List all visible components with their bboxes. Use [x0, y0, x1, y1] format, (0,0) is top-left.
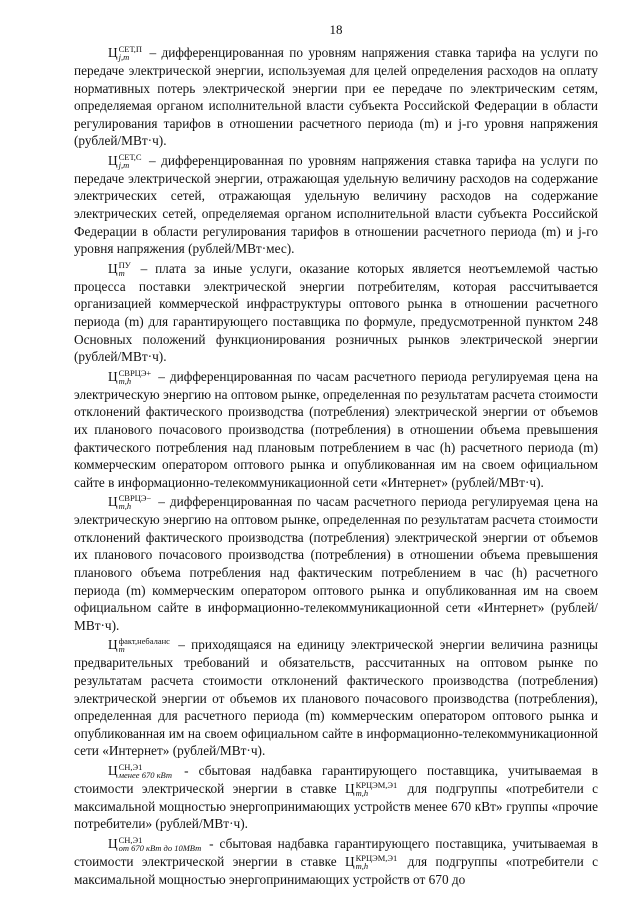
symbol-superscript: факт,небаланс — [118, 636, 170, 647]
document-body — [74, 44, 598, 889]
symbol-superscript: СЕТ,С — [118, 151, 142, 162]
definition-paragraph — [74, 152, 598, 258]
symbol-superscript: СЕТ,П — [118, 43, 143, 54]
definition-text: – плата за иные услуги, оказание которых является неотъемлемой частью процесса поставки электрической энергии потребителям, которая рассчитывается организацией коммерческой инфраструктуры оптового рынка в отношении расчетного периода (m) для гарантирующего поставщика по формуле, предусмотренной пунктом 248 Основных положений функционирования розничных рынков электрической энергии (рублей/МВт·ч). — [74, 260, 598, 365]
symbol-letter: Ц — [108, 762, 118, 778]
symbol-indices — [119, 261, 131, 277]
definition-paragraph — [74, 636, 598, 760]
definition-paragraph — [74, 835, 598, 889]
symbol-indices — [119, 369, 152, 385]
symbol-subscript: j,m — [118, 51, 130, 62]
definition-text: – дифференцированная по часам расчетного периода регулируемая цена на электрическую энергию на оптовом рынке, определенная по результатам расчета стоимости отклонений фактического производства (потребления) электрической энергии от объемов их планового почасового производства (потребления) в отношении объема превышения фактического потребления над плановым потреблением в час (h) расчетного периода (m) коммерческим оператором оптового рынка и опубликованная им на своем официальном сайте в информационно-телекоммуникационной сети «Интернет» (рублей/МВт·ч). — [74, 368, 598, 490]
symbol-subscript: m,h — [355, 787, 369, 798]
symbol-letter: Ц — [108, 45, 118, 60]
symbol-indices — [119, 637, 170, 653]
symbol-superscript: СВРЦЭ+ — [118, 367, 152, 378]
definition-paragraph — [74, 368, 598, 492]
tariff-symbol — [108, 153, 144, 168]
definition-paragraph — [74, 260, 598, 366]
symbol-indices — [356, 854, 398, 870]
definition-text: для подгруппы «потребители с максимальной мощностью энергопринимающих устройств менее 670 кВт» группы «прочие потребители» (рублей/МВт·ч). — [74, 780, 598, 832]
definition-text: – дифференцированная по уровням напряжения ставка тарифа на услуги по передаче электрической энергии, используемая для целей определения расходов на оплату нормативных потерь электрической энергии при ее передаче по электрическим сетям, определяемая органом исполнительной власти субъекта Российской Федерации в области регулирования тарифов в отношении расчетного периода (m) и j-го уровня напряжения (рублей/МВт·ч). — [74, 45, 598, 149]
symbol-indices — [119, 153, 142, 169]
page-number: 18 — [329, 22, 343, 37]
symbol-superscript: СН,Э1 — [118, 761, 143, 772]
symbol-letter: Ц — [344, 853, 355, 869]
tariff-symbol — [108, 369, 153, 384]
symbol-indices — [119, 494, 152, 510]
symbol-indices — [119, 45, 142, 61]
symbol-letter: Ц — [344, 780, 355, 796]
symbol-subscript: j,m — [118, 159, 130, 170]
symbol-indices — [119, 763, 172, 779]
symbol-indices — [119, 836, 202, 852]
symbol-subscript: m,h — [118, 501, 132, 512]
definition-text: – дифференцированная по часам расчетного периода регулируемая цена на электрическую энергию на оптовом рынке, определенная по результатам расчета стоимости отклонений фактического производства (потребления) электрической энергии от объемов их планового почасового производства (потребления) в отношении объема превышения планового объема потребления над фактическим потреблением в час (h) расчетного периода (m) коммерческим оператором оптового рынка и опубликованная им на своем официальном сайте в информационно-телекоммуникационной сети «Интернет» (рублей/МВт·ч). — [74, 494, 598, 633]
symbol-subscript: m,h — [355, 860, 369, 871]
symbol-subscript: m,h — [118, 375, 132, 386]
tariff-symbol — [108, 45, 144, 60]
definition-paragraph — [74, 44, 598, 150]
definition-text: – дифференцированная по уровням напряжения ставка тарифа на услуги по передаче электрической энергии, отражающая удельную величину расходов на содержание электрических сетей, отражающая удельную величину расходов на содержание электрических сетей, определяемая органом исполнительной власти субъекта Российской Федерации в области регулирования тарифов в отношении расчетного периода (m) и j-го уровня напряжения (рублей/МВт·мес). — [74, 152, 598, 257]
symbol-superscript: СВРЦЭ− — [118, 493, 152, 504]
definition-text: – приходящаяся на единицу электрической энергии величина разницы предварительных требований и обязательств, рассчитанных на оптовом рынке по результатам расчета стоимости отклонений фактического производства (потребления) электрической энергии от объемов их планового почасового производства (потребления), определенная для расчетного периода (m) коммерческим оператором оптового рынка и опубликованная им на своем официальном сайте в информационно-телекоммуникационной сети «Интернет» (рублей/МВт·ч). — [74, 637, 598, 759]
symbol-subscript: m — [118, 644, 125, 655]
symbol-letter: Ц — [108, 368, 118, 384]
tariff-symbol — [108, 261, 133, 276]
tariff-symbol — [108, 836, 203, 851]
symbol-letter: Ц — [108, 637, 118, 653]
symbol-superscript: ПУ — [118, 259, 131, 270]
inline-tariff-symbol — [345, 854, 399, 869]
symbol-letter: Ц — [108, 152, 118, 168]
definition-text: - сбытовая надбавка гарантирующего поставщика, учитываемая в стоимости электрической энергии в ставке — [74, 762, 598, 796]
tariff-symbol — [108, 636, 172, 655]
definition-paragraph — [74, 493, 598, 634]
symbol-letter: Ц — [108, 494, 118, 510]
symbol-letter: Ц — [108, 836, 118, 851]
symbol-subscript: m — [118, 267, 125, 278]
symbol-indices — [356, 781, 398, 797]
definition-text: для подгруппы «потребители с максимальной мощностью энергопринимающих устройств от 670 до — [74, 853, 598, 887]
symbol-letter: Ц — [108, 260, 118, 276]
symbol-superscript: КРЦЭМ,Э1 — [355, 779, 398, 790]
symbol-subscript: от 670 кВт до 10МВт — [118, 842, 202, 853]
definition-text: - сбытовая надбавка гарантирующего поставщика, учитываемая в стоимости электрической энергии в ставке — [74, 836, 598, 869]
inline-tariff-symbol — [345, 781, 399, 796]
symbol-superscript: СН,Э1 — [118, 834, 143, 845]
tariff-symbol — [108, 763, 174, 778]
symbol-superscript: КРЦЭМ,Э1 — [355, 852, 398, 863]
symbol-subscript: менее 670 кВт — [118, 769, 172, 780]
definition-paragraph — [74, 762, 598, 833]
tariff-symbol — [108, 493, 153, 512]
